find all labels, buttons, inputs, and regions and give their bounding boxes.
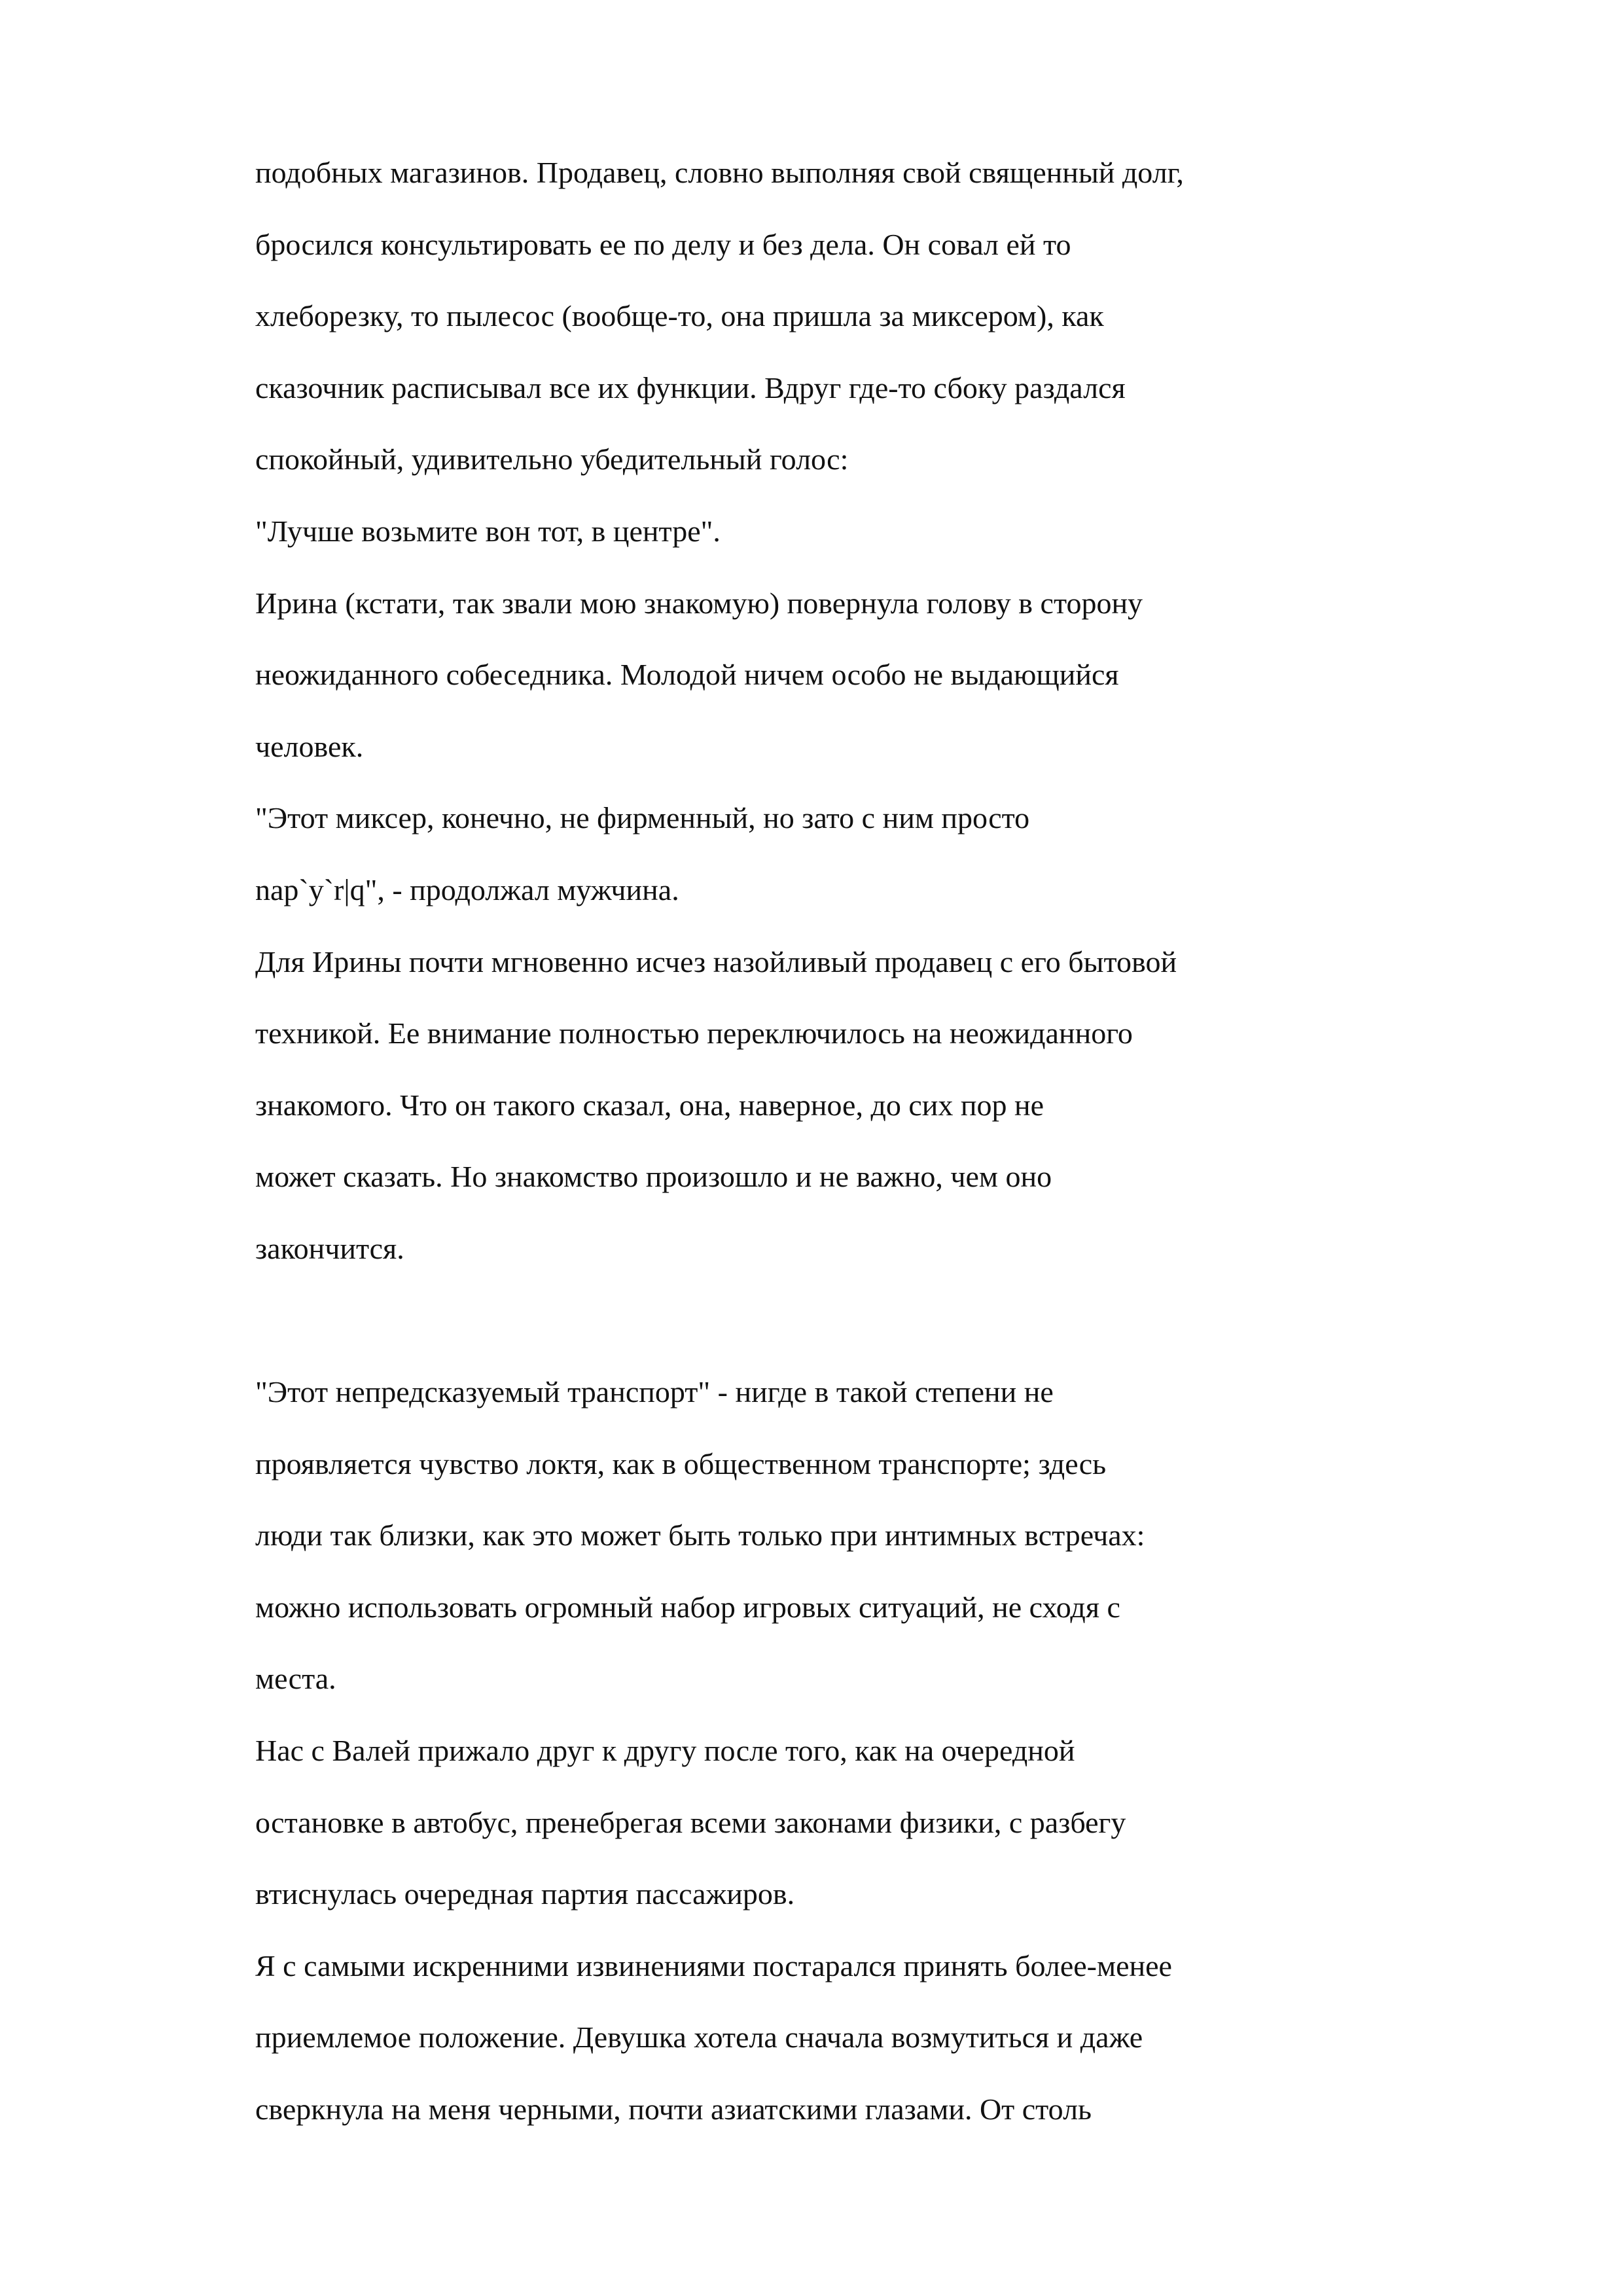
text-line: "Этот непредсказуемый транспорт" - нигде в такой степени не [255,1375,1054,1409]
text-line: хлеборезку, то пылесос (вообще-то, она пришла за миксером), как [255,299,1104,333]
text-line: "Лучше возьмите вон тот, в центре". [255,514,721,548]
text-line: подобных магазинов. Продавец, словно выполняя свой священный долг, [255,156,1184,189]
text-line: человек. [255,729,364,763]
text-line: бросился консультировать ее по делу и без дела. Он совал ей то [255,227,1071,261]
text-line: знакомого. Что он такого сказал, она, наверное, до сих пор не [255,1088,1044,1122]
body-text [255,152,1420,2161]
text-line: Я с самыми искренними извинениями постарался принять более-менее [255,1948,1172,1982]
text-line: техникой. Ее внимание полностью переключилось на неожиданного [255,1016,1133,1050]
text-line: неожиданного собеседника. Молодой ничем особо не выдающийся [255,658,1119,692]
text-line: остановке в автобус, пренебрегая всеми законами физики, с разбегу [255,1805,1126,1839]
text-line: проявляется чувство локтя, как в общественном транспорте; здесь [255,1446,1107,1480]
text-line: спокойный, удивительно убедительный голос: [255,442,849,476]
text-line: Нас с Валей прижало друг к другу после того, как на очередной [255,1734,1075,1768]
text-line: люди так близки, как это может быть только при интимных встречах: [255,1518,1145,1552]
blank-line [255,1300,1420,1372]
text-line: приемлемое положение. Девушка хотела сначала возмутиться и даже [255,2020,1143,2054]
text-line: сказочник расписывал все их функции. Вдруг где-то сбоку раздался [255,370,1126,404]
text-line: может сказать. Но знакомство произошло и не важно, чем оно [255,1160,1052,1194]
text-line: закончится. [255,1231,404,1265]
text-line: втиснулась очередная партия пассажиров. [255,1877,795,1911]
text-line: можно использовать огромный набор игровых ситуаций, не сходя с [255,1590,1120,1624]
text-line: места. [255,1662,336,1696]
text-line: Для Ирины почти мгновенно исчез назойливый продавец с его бытовой [255,944,1177,978]
text-line: "Этот миксер, конечно, не фирменный, но зато с ним просто [255,801,1030,835]
text-line: Ирина (кстати, так звали мою знакомую) повернула голову в сторону [255,586,1143,620]
text-line: сверкнула на меня черными, почти азиатскими глазами. От столь [255,2092,1092,2126]
text-line: nap`y`r|q", - продолжал мужчина. [255,872,679,906]
